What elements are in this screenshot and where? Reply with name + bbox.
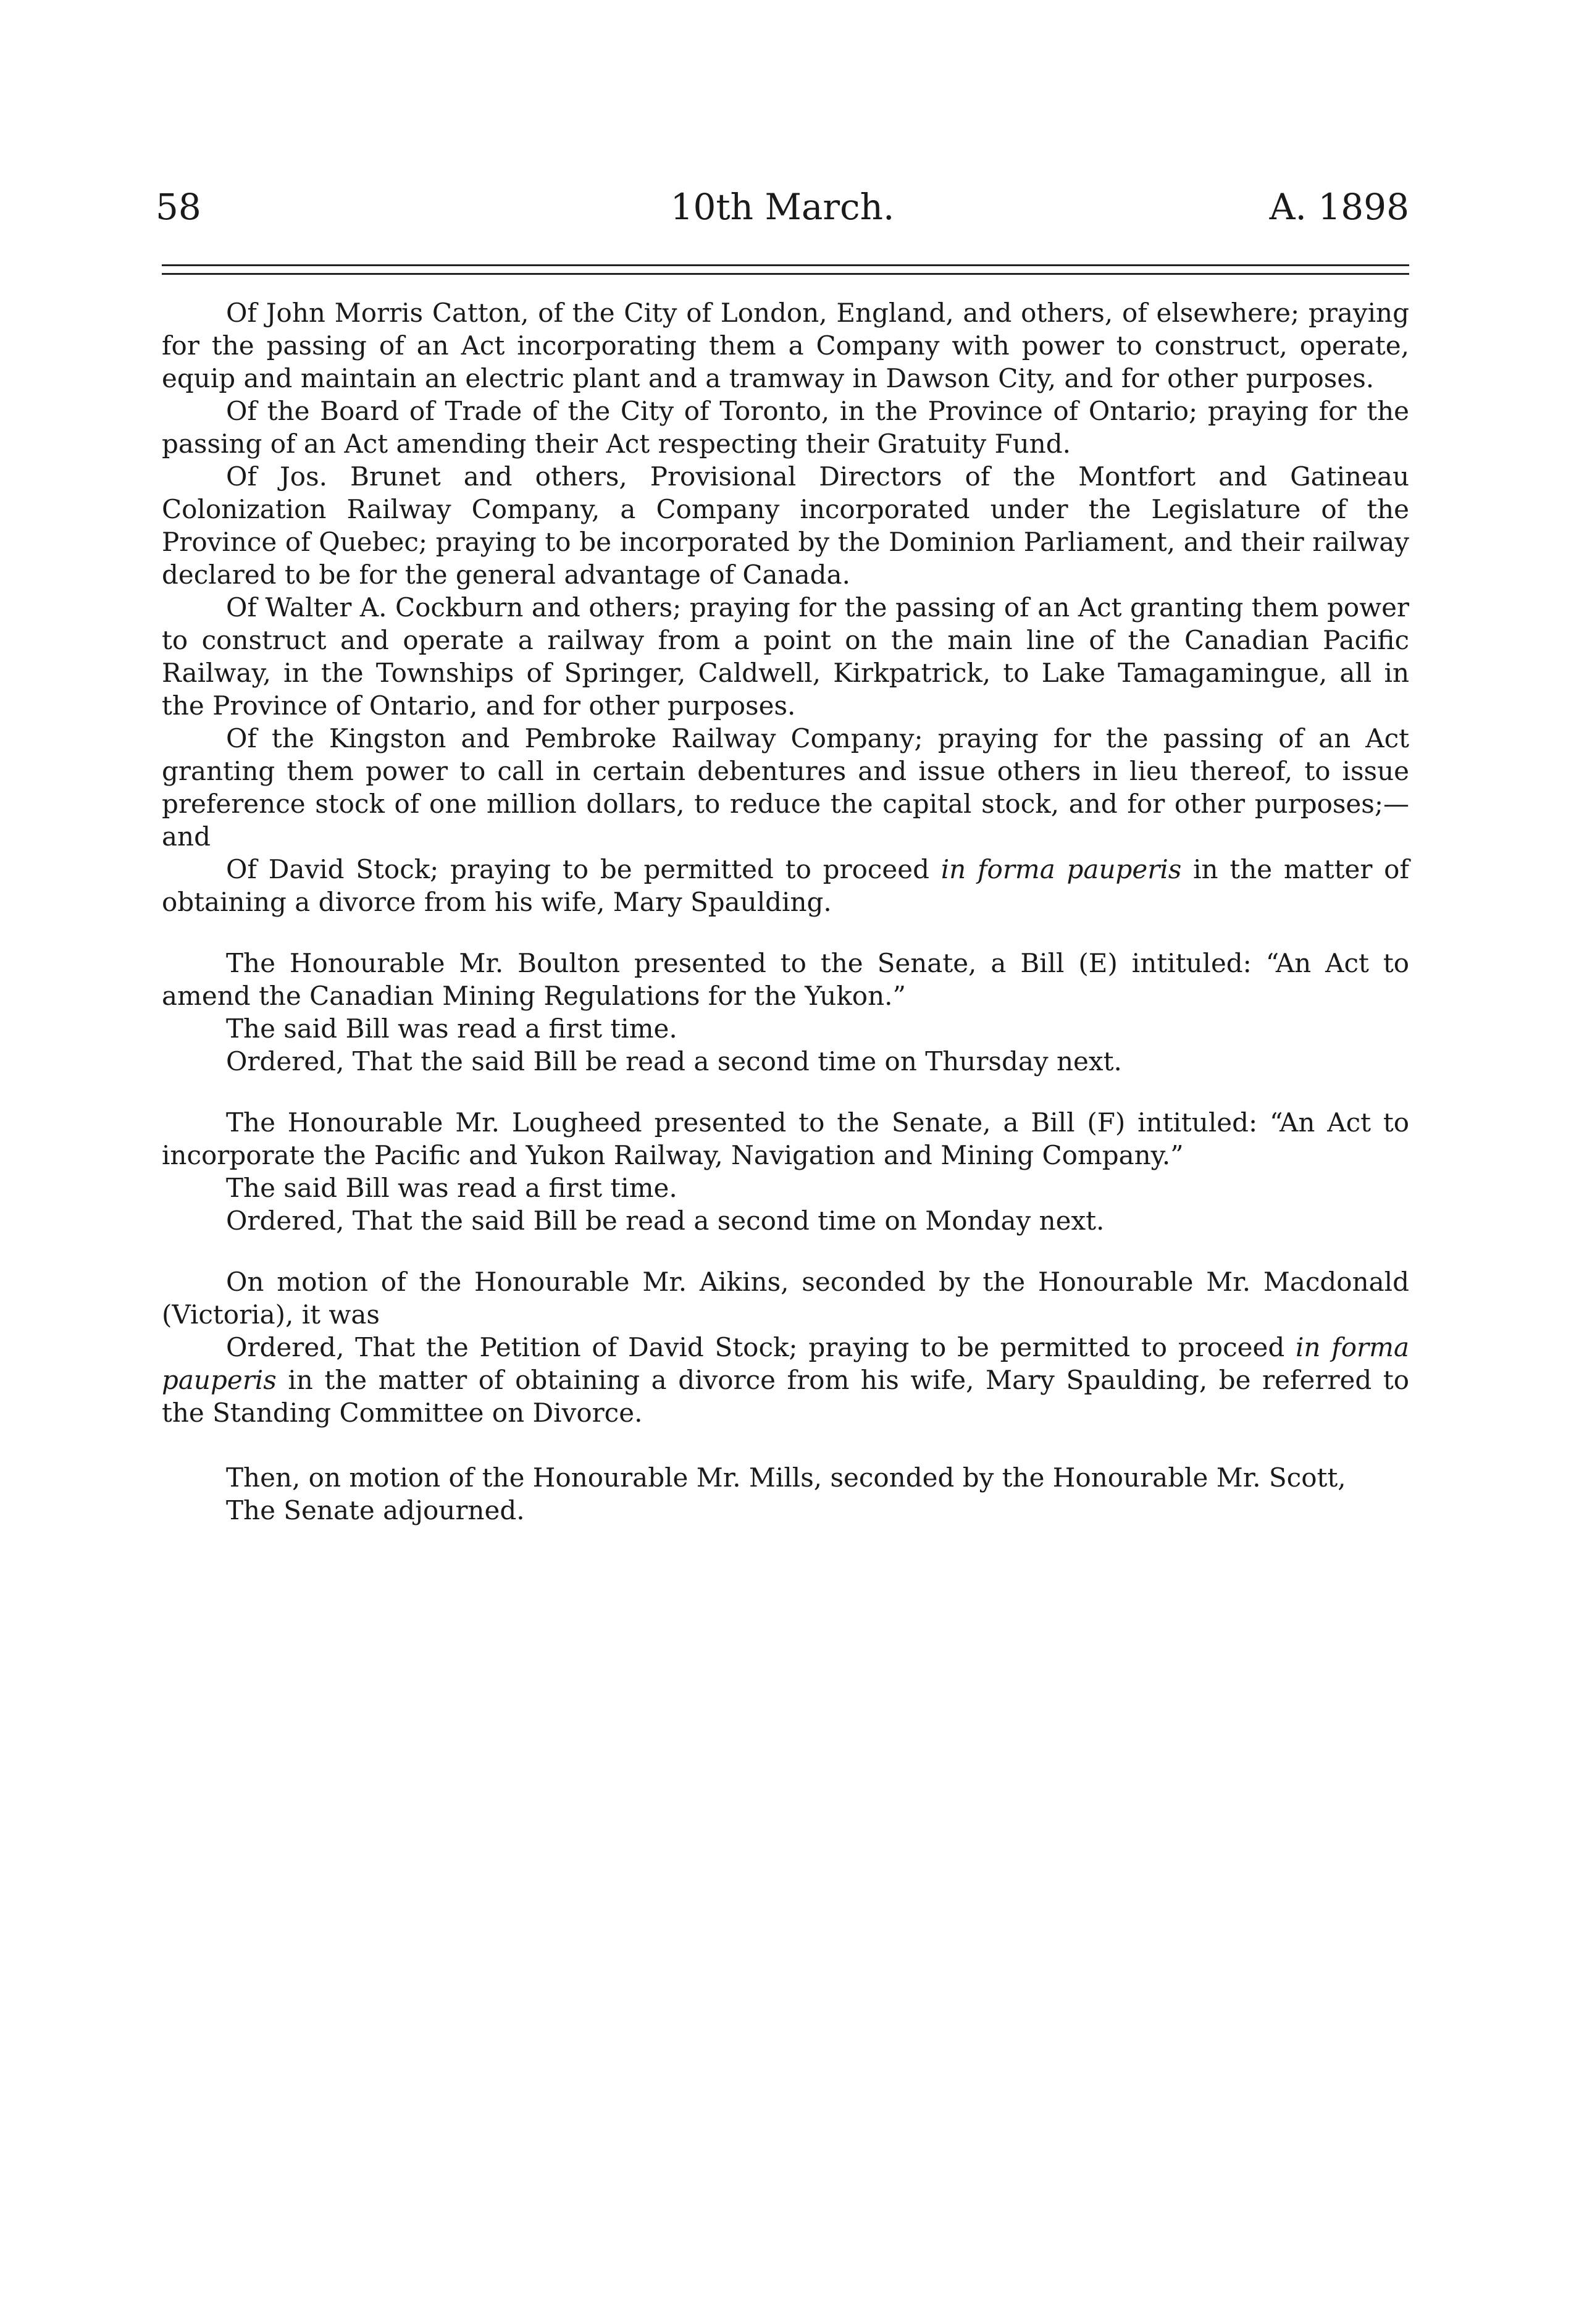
document-body (162, 296, 1409, 1527)
order-stock-italic: in forma pauperis (162, 1332, 1409, 1395)
bill-f-ordered: Ordered, That the said Bill be read a second time on Monday next. (226, 1206, 1105, 1236)
bill-e-presented: The Honourable Mr. Boulton presented to the Senate, a Bill (E) intituled: “An Act to amend the Canadian Mining Regulations for the Yukon.” (162, 948, 1409, 1011)
adjournment-motion: Then, on motion of the Honourable Mr. Mills, seconded by the Honourable Mr. Scott, (226, 1462, 1346, 1493)
bill-e-first-reading: The said Bill was read a first time. (226, 1013, 677, 1044)
order-stock-divorce (162, 1331, 1409, 1429)
page-header (156, 179, 1409, 235)
petition-catton: Of John Morris Catton, of the City of London, England, and others, of elsewhere; praying for the passing of an Act incorporating them a Company with power to construct, operate, equip and maintain an electric plant and a tramway in Dawson City, and for other purposes. (162, 298, 1409, 393)
petition-cockburn: Of Walter A. Cockburn and others; praying for the passing of an Act granting them power to construct and operate a railway from a point on the main line of the Canadian Pacific Railway, in the Townships of Springer, Caldwell, Kirkpatrick, to Lake Tamagamingue, all in the Province of Ontario, and for other purposes. (162, 592, 1409, 721)
header-rule-top (162, 264, 1409, 266)
petition-brunet: Of Jos. Brunet and others, Provisional Directors of the Montfort and Gatineau Colonization Railway Company, a Company incorporated under the Legislature of the Province of Quebec; praying to be incorporated by the Dominion Parliament, and their railway declared to be for the general advantage of Canada. (162, 461, 1409, 590)
order-stock-text: Ordered, That the Petition of David Stock; praying to be permitted to proceed (226, 1332, 1296, 1362)
bill-e-ordered: Ordered, That the said Bill be read a second time on Thursday next. (226, 1046, 1122, 1076)
petition-stock-text: Of David Stock; praying to be permitted to proceed (226, 854, 941, 884)
petition-stock-italic: in forma pauperis (940, 854, 1182, 884)
page-date: 10th March. (670, 186, 895, 228)
motion-aikins: On motion of the Honourable Mr. Aikins, seconded by the Honourable Mr. Macdonald (Victoria), it was (162, 1267, 1409, 1330)
petition-board-of-trade: Of the Board of Trade of the City of Toronto, in the Province of Ontario; praying for the passing of an Act amending their Act respecting their Gratuity Fund. (162, 396, 1409, 459)
page-number: 58 (156, 186, 201, 228)
senate-adjourned: The Senate adjourned. (226, 1495, 525, 1525)
petition-kingston-pembroke: Of the Kingston and Pembroke Railway Company; praying for the passing of an Act granting them power to call in certain debentures and issue others in lieu thereof, to issue preference stock of one million dollars, to reduce the capital stock, and for other purposes;—and (162, 723, 1409, 852)
order-stock-text-end: in the matter of obtaining a divorce from his wife, Mary Spaulding, be referred to the Standing Committee on Divorce. (162, 1365, 1409, 1428)
bill-f-first-reading: The said Bill was read a first time. (226, 1173, 677, 1203)
bill-f-presented: The Honourable Mr. Lougheed presented to the Senate, a Bill (F) intituled: “An Act to incorporate the Pacific and Yukon Railway, Navigation and Mining Company.” (162, 1107, 1409, 1170)
petition-stock-text-end: in the matter of obtaining a divorce from his wife, Mary Spaulding. (162, 854, 1409, 917)
header-rule-bottom (162, 273, 1409, 275)
page-year: A. 1898 (1269, 186, 1409, 228)
petition-david-stock (162, 853, 1409, 918)
